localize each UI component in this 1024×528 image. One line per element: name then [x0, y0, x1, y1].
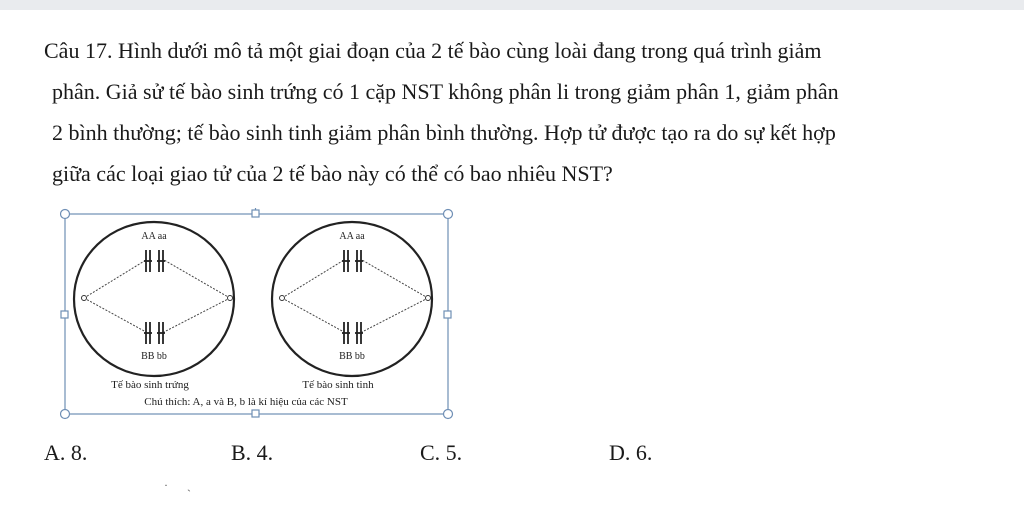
cell-diagram[interactable]	[60, 208, 456, 420]
resize-handle-bottom-right[interactable]	[444, 410, 453, 419]
stray-marks: · ˎ	[164, 478, 199, 492]
top-bar	[0, 0, 1024, 10]
question-line-2: phân. Giả sử tế bào sinh trứng có 1 cặp NST không phân li trong giảm phân 1, giảm phân	[52, 79, 839, 104]
sperm-cell-caption: Tế bào sinh tinh	[302, 379, 374, 391]
answer-d[interactable]: D. 6.	[609, 440, 653, 465]
resize-handle-bottom-left[interactable]	[61, 410, 70, 419]
sperm-cell-top-label: AA aa	[339, 231, 365, 242]
resize-handle-left[interactable]	[61, 311, 68, 318]
question-line-1: Câu 17. Hình dưới mô tả một giai đoạn của 2 tế bào cùng loài đang trong quá trình giảm	[44, 38, 822, 63]
egg-cell-bottom-label: BB bb	[141, 351, 167, 362]
answer-a[interactable]: A. 8.	[44, 440, 88, 465]
egg-cell-caption: Tế bào sinh trứng	[111, 379, 189, 391]
egg-cell-top-label: AA aa	[141, 231, 167, 242]
answer-options	[44, 440, 744, 472]
resize-handle-right[interactable]	[444, 311, 451, 318]
resize-handle-top-right[interactable]	[444, 210, 453, 219]
question-line-4: giữa các loại giao tử của 2 tế bào này có thể có bao nhiêu NST?	[52, 161, 613, 186]
sperm-cell-bottom-label: BB bb	[339, 351, 365, 362]
resize-handle-bottom[interactable]	[252, 410, 259, 417]
resize-handle-top[interactable]	[252, 210, 259, 217]
figure-note: Chú thích: A, a và B, b là kí hiệu của các NST	[144, 396, 348, 408]
question-line-3: 2 bình thường; tế bào sinh tinh giảm phân bình thường. Hợp tử được tạo ra do sự kết hợp	[52, 120, 836, 145]
question-text	[44, 30, 994, 194]
answer-b[interactable]: B. 4.	[231, 440, 274, 465]
resize-handle-top-left[interactable]	[61, 210, 70, 219]
answer-c[interactable]: C. 5.	[420, 440, 463, 465]
